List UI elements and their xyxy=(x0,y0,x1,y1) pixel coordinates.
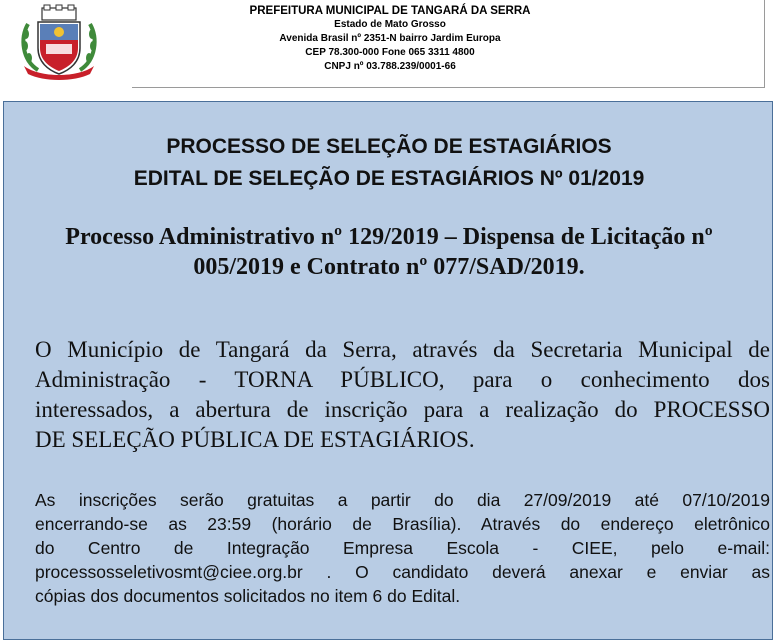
coat-of-arms-icon xyxy=(16,4,102,80)
cnpj: CNPJ nº 03.788.239/0001-66 xyxy=(324,61,456,72)
paragraph-line: As inscrições serão gratuitas a partir do dia 27/09/2019 até 07/10/2019 xyxy=(35,490,770,510)
paragraph-line: do Centro de Integração Empresa Escola - CIEE, pelo e-mail: xyxy=(35,538,770,558)
paragraph-line: Administração - TORNA PÚBLICO, para o conhecimento dos xyxy=(35,367,770,392)
process-reference-line: 005/2019 e Contrato nº 077/SAD/2019. xyxy=(193,254,585,280)
process-reference xyxy=(4,222,774,282)
announcement-paragraph xyxy=(35,335,770,455)
state-name: Estado de Mato Grosso xyxy=(334,19,446,30)
postal-phone: CEP 78.300-000 Fone 065 3311 4800 xyxy=(305,47,475,58)
paragraph-line: encerrando-se as 23:59 (horário de Brasília). Através do endereço eletrônico xyxy=(35,514,770,534)
notice-title: PROCESSO DE SELEÇÃO DE ESTAGIÁRIOS xyxy=(166,135,612,158)
municipality-name: PREFEITURA MUNICIPAL DE TANGARÁ DA SERRA xyxy=(249,5,531,17)
paragraph-line: interessados, a abertura de inscrição para a realização do PROCESSO xyxy=(35,397,770,422)
registration-paragraph xyxy=(35,488,770,608)
notice-subtitle: EDITAL DE SELEÇÃO DE ESTAGIÁRIOS Nº 01/2019 xyxy=(133,167,645,190)
address: Avenida Brasil nº 2351-N bairro Jardim Europa xyxy=(279,33,501,44)
letterhead xyxy=(0,0,777,100)
paragraph-line: processosseletivosmt@ciee.org.br . O candidato deverá anexar e enviar as xyxy=(35,562,770,582)
notice-panel xyxy=(3,101,773,640)
letterhead-text xyxy=(150,4,630,74)
paragraph-line: cópias dos documentos solicitados no item 6 do Edital. xyxy=(35,586,461,606)
paragraph-line: DE SELEÇÃO PÚBLICA DE ESTAGIÁRIOS. xyxy=(35,427,475,452)
process-reference-line: Processo Administrativo nº 129/2019 – Dispensa de Licitação nº xyxy=(65,224,713,250)
paragraph-line: O Município de Tangará da Serra, através da Secretaria Municipal de xyxy=(35,337,770,362)
